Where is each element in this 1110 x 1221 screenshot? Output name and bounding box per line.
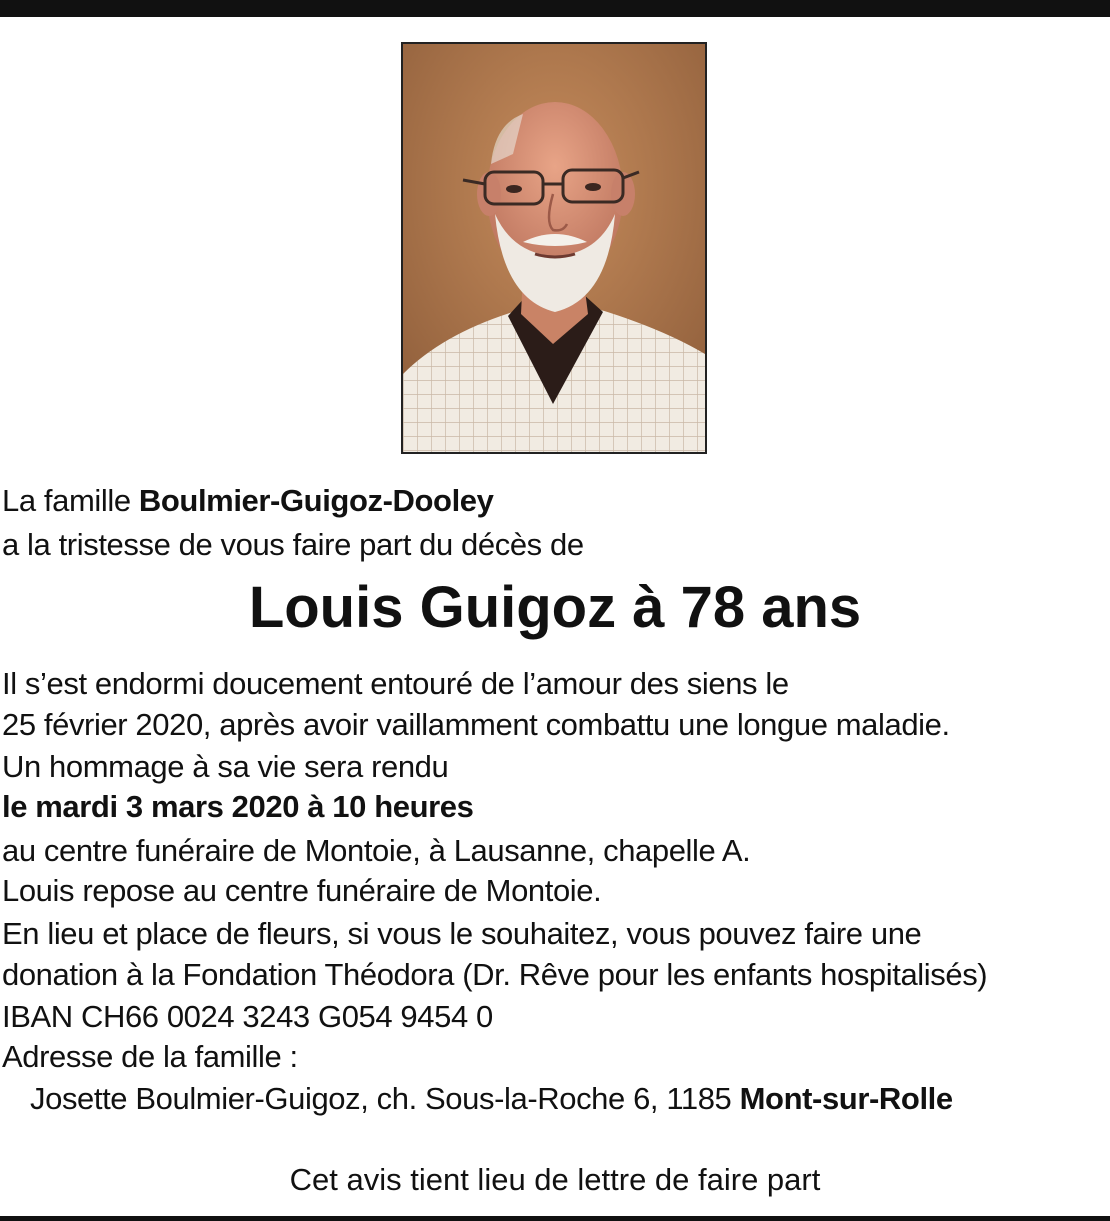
address-heading: Adresse de la famille :: [2, 1039, 298, 1074]
address-line: [30, 1082, 953, 1116]
intro-prefix: La famille: [2, 483, 139, 518]
intro-line: [2, 484, 493, 518]
address-prefix: Josette Boulmier-Guigoz, ch. Sous-la-Roche 6, 1185: [30, 1081, 740, 1116]
body-line-2: 25 février 2020, après avoir vaillamment combattu une longue maladie.: [2, 707, 950, 742]
portrait-photo: [401, 42, 707, 454]
top-rule: [0, 0, 1110, 17]
footer-note: Cet avis tient lieu de lettre de faire part: [289, 1162, 821, 1197]
ceremony-date: le mardi 3 mars 2020 à 10 heures: [2, 789, 474, 824]
body-line-3: Un hommage à sa vie sera rendu: [2, 749, 449, 784]
body-line-1: Il s’est endormi doucement entouré de l’amour des siens le: [2, 666, 789, 701]
iban-line: IBAN CH66 0024 3243 G054 9454 0: [2, 999, 493, 1034]
family-name: Boulmier-Guigoz-Dooley: [138, 483, 494, 518]
address-town: Mont-sur-Rolle: [739, 1081, 953, 1116]
bottom-rule: [0, 1216, 1110, 1221]
deceased-title: Louis Guigoz à 78 ans: [248, 575, 862, 640]
after-line-2: Louis repose au centre funéraire de Montoie.: [2, 873, 602, 908]
after-line-1: au centre funéraire de Montoie, à Lausanne, chapelle A.: [2, 833, 751, 868]
intro-line-2: a la tristesse de vous faire part du décès de: [2, 527, 584, 562]
after-line-4: donation à la Fondation Théodora (Dr. Rêve pour les enfants hospitalisés): [2, 957, 988, 992]
after-line-3: En lieu et place de fleurs, si vous le souhaitez, vous pouvez faire une: [2, 916, 922, 951]
portrait-image: [403, 44, 705, 452]
